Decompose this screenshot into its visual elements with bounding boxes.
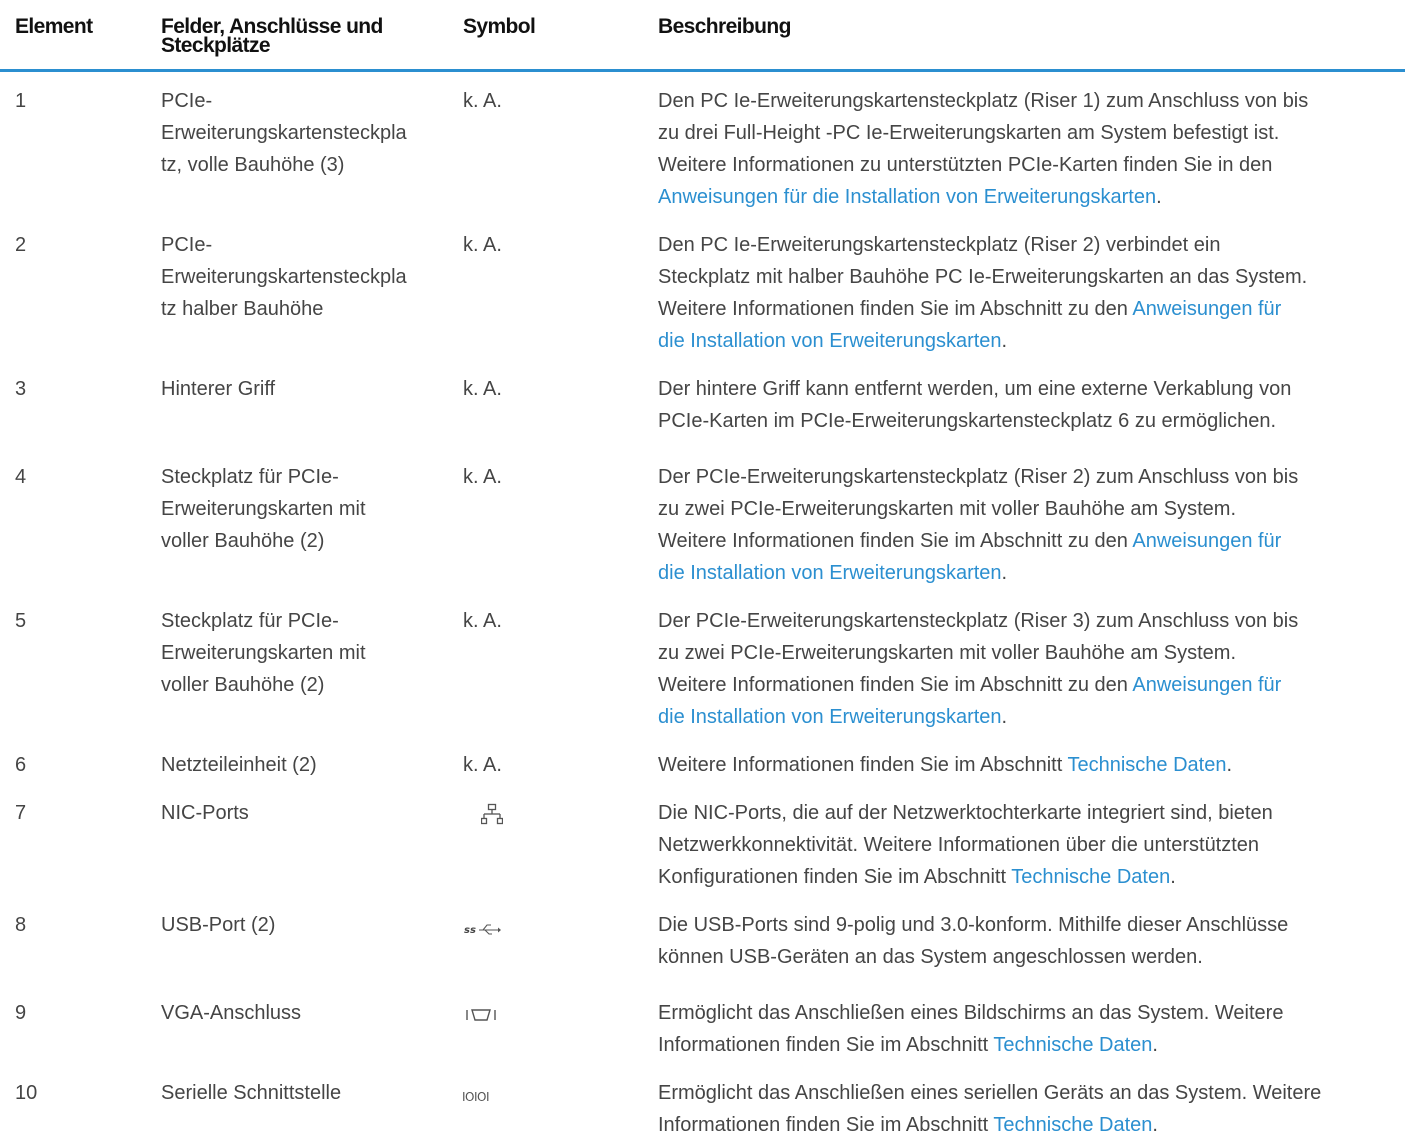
description-text: Der hintere Griff kann entfernt werden, um eine externe Verkablung von — [658, 378, 1292, 400]
feature-line: PCIe- — [161, 234, 213, 256]
description — [658, 997, 1398, 1061]
element-number: 1 — [15, 90, 27, 112]
description-text: zu drei Full-Height -PC Ie-Erweiterungskarten am System befestigt ist. — [658, 122, 1280, 144]
feature-line: Erweiterungskartensteckpla — [161, 122, 407, 144]
description-line — [658, 261, 1398, 293]
description-line — [658, 117, 1398, 149]
link-anweisungen-erweiterungskarten[interactable]: die Installation von Erweiterungskarten — [658, 706, 1002, 728]
table-header — [0, 0, 1405, 72]
description-line — [658, 405, 1398, 437]
description-text: . — [1001, 706, 1008, 728]
description-line — [658, 85, 1398, 117]
vga-icon — [466, 1008, 496, 1022]
description-text: zu zwei PCIe-Erweiterungskarten mit voller Bauhöhe am System. — [658, 642, 1237, 664]
description-text: Den PC Ie-Erweiterungskartensteckplatz (Riser 2) verbindet ein — [658, 234, 1221, 256]
description-line — [658, 181, 1398, 213]
description-line — [658, 909, 1398, 941]
symbol-text: k. A. — [463, 466, 502, 488]
feature-name — [161, 909, 451, 941]
description-line — [658, 637, 1398, 669]
description-line — [658, 941, 1398, 973]
description-line — [658, 829, 1398, 861]
link-anweisungen-erweiterungskarten[interactable]: Anweisungen für — [1132, 674, 1282, 696]
description-text: . — [1152, 1034, 1158, 1056]
symbol-text: k. A. — [463, 378, 502, 400]
usb3-icon — [464, 921, 502, 937]
feature-name — [161, 461, 451, 557]
description-line — [658, 997, 1398, 1029]
feature-line: Steckplatz für PCIe- — [161, 610, 339, 632]
link-anweisungen-erweiterungskarten[interactable]: Anweisungen für — [1132, 298, 1282, 320]
description-text: . — [1156, 186, 1162, 208]
feature-name — [161, 229, 451, 325]
description-line — [658, 461, 1398, 493]
svg-text:IOIOI: IOIOI — [462, 1090, 490, 1104]
description-text: Weitere Informationen finden Sie im Abschnitt — [658, 754, 1068, 776]
element-number: 5 — [15, 610, 27, 632]
description-text: Den PC Ie-Erweiterungskartensteckplatz (Riser 1) zum Anschluss von bis — [658, 90, 1309, 112]
symbol-text: k. A. — [463, 90, 502, 112]
description — [658, 749, 1398, 781]
feature-line: NIC-Ports — [161, 802, 249, 824]
description — [658, 797, 1398, 893]
feature-line: Steckplatz für PCIe- — [161, 466, 339, 488]
feature-line: Erweiterungskartensteckpla — [161, 266, 407, 288]
feature-line: Hinterer Griff — [161, 378, 276, 400]
description-line — [658, 293, 1398, 325]
link-anweisungen-erweiterungskarten[interactable]: die Installation von Erweiterungskarten — [658, 330, 1002, 352]
description-line — [658, 797, 1398, 829]
description-text: können USB-Geräten an das System angeschlossen werden. — [658, 946, 1203, 968]
feature-line: Serielle Schnittstelle — [161, 1082, 342, 1104]
description-text: Weitere Informationen finden Sie im Abschnitt zu den — [658, 674, 1133, 696]
header-beschreibung: Beschreibung — [658, 15, 791, 38]
description-text: zu zwei PCIe-Erweiterungskarten mit voller Bauhöhe am System. — [658, 498, 1237, 520]
description-line — [658, 1109, 1398, 1141]
description-text: . — [1170, 866, 1176, 888]
feature-name — [161, 605, 451, 701]
description — [658, 461, 1398, 589]
feature-line: voller Bauhöhe (2) — [161, 530, 325, 552]
link-technische-daten[interactable]: Technische Daten — [1067, 754, 1227, 776]
link-technische-daten[interactable]: Technische Daten — [993, 1034, 1153, 1056]
description — [658, 85, 1398, 213]
symbol-text: k. A. — [463, 234, 502, 256]
feature-name — [161, 749, 451, 781]
description-text: Konfigurationen finden Sie im Abschnitt — [658, 866, 1012, 888]
feature-line: Erweiterungskarten mit — [161, 498, 366, 520]
description-text: Informationen finden Sie im Abschnitt — [658, 1034, 994, 1056]
symbol-text: k. A. — [463, 754, 502, 776]
feature-name — [161, 85, 451, 181]
description-text: Netzwerkkonnektivität. Weitere Informationen über die unterstützten — [658, 834, 1260, 856]
description-text: Informationen finden Sie im Abschnitt — [658, 1114, 994, 1136]
description-text: Die USB-Ports sind 9-polig und 3.0-konform. Mithilfe dieser Anschlüsse — [658, 914, 1289, 936]
description-text: . — [1001, 330, 1008, 352]
link-technische-daten[interactable]: Technische Daten — [1011, 866, 1171, 888]
symbol-text: k. A. — [463, 610, 502, 632]
header-element: Element — [15, 15, 93, 38]
description-text: Die NIC-Ports, die auf der Netzwerktochterkarte integriert sind, bieten — [658, 802, 1273, 824]
header-symbol: Symbol — [463, 15, 536, 38]
element-number: 9 — [15, 1002, 27, 1024]
feature-line: Netzteileinheit (2) — [161, 754, 317, 776]
link-anweisungen-erweiterungskarten[interactable]: Anweisungen für — [1132, 530, 1282, 552]
description-line — [658, 861, 1398, 893]
feature-name — [161, 997, 451, 1029]
description-line — [658, 493, 1398, 525]
description-text: Weitere Informationen finden Sie im Abschnitt zu den — [658, 298, 1133, 320]
description — [658, 605, 1398, 733]
feature-name — [161, 1077, 451, 1109]
feature-line: tz halber Bauhöhe — [161, 298, 324, 320]
description-line — [658, 149, 1398, 181]
feature-name — [161, 797, 451, 829]
description-line — [658, 557, 1398, 589]
description-text: . — [1001, 562, 1008, 584]
element-number: 4 — [15, 466, 27, 488]
description-text: Ermöglicht das Anschließen eines seriellen Geräts an das System. Weitere — [658, 1082, 1322, 1104]
header-felder: Felder, Anschlüsse und Steckplätze — [161, 15, 383, 57]
link-technische-daten[interactable]: Technische Daten — [993, 1114, 1153, 1136]
description-line — [658, 229, 1398, 261]
description-line — [658, 605, 1398, 637]
description-text: Steckplatz mit halber Bauhöhe PC Ie-Erweiterungskarten an das System. — [658, 266, 1308, 288]
description — [658, 373, 1398, 437]
serial-icon — [462, 1090, 498, 1104]
element-number: 7 — [15, 802, 27, 824]
feature-name — [161, 373, 451, 405]
element-number: 10 — [15, 1082, 38, 1104]
link-anweisungen-erweiterungskarten[interactable]: die Installation von Erweiterungskarten — [658, 562, 1002, 584]
description-line — [658, 669, 1398, 701]
element-number: 8 — [15, 914, 27, 936]
description — [658, 229, 1398, 357]
network-icon — [481, 803, 503, 825]
description-line — [658, 525, 1398, 557]
description-text: PCIe-Karten im PCIe-Erweiterungskartensteckplatz 6 zu ermöglichen. — [658, 410, 1277, 432]
description-text: . — [1226, 754, 1233, 776]
description-line — [658, 701, 1398, 733]
feature-line: Erweiterungskarten mit — [161, 642, 366, 664]
description-text: Ermöglicht das Anschließen eines Bildschirms an das System. Weitere — [658, 1002, 1284, 1024]
description-text: Der PCIe-Erweiterungskartensteckplatz (Riser 3) zum Anschluss von bis — [658, 610, 1299, 632]
svg-text:ss: ss — [464, 925, 476, 936]
description-text: . — [1152, 1114, 1158, 1136]
feature-line: voller Bauhöhe (2) — [161, 674, 325, 696]
description-line — [658, 373, 1398, 405]
element-number: 6 — [15, 754, 27, 776]
description-text: Der PCIe-Erweiterungskartensteckplatz (Riser 2) zum Anschluss von bis — [658, 466, 1299, 488]
feature-line: VGA-Anschluss — [161, 1002, 302, 1024]
description-line — [658, 1029, 1398, 1061]
element-number: 3 — [15, 378, 27, 400]
element-number: 2 — [15, 234, 27, 256]
description — [658, 1077, 1398, 1141]
link-anweisungen-erweiterungskarten[interactable]: Anweisungen für die Installation von Erweiterungskarten — [658, 186, 1157, 208]
feature-line: USB-Port (2) — [161, 914, 276, 936]
feature-line: PCIe- — [161, 90, 213, 112]
feature-line: tz, volle Bauhöhe (3) — [161, 154, 345, 176]
description-text: Weitere Informationen zu unterstützten PCIe-Karten finden Sie in den — [658, 154, 1273, 176]
description-line — [658, 1077, 1398, 1109]
description-line — [658, 749, 1398, 781]
description-line — [658, 325, 1398, 357]
description — [658, 909, 1398, 973]
description-text: Weitere Informationen finden Sie im Abschnitt zu den — [658, 530, 1133, 552]
